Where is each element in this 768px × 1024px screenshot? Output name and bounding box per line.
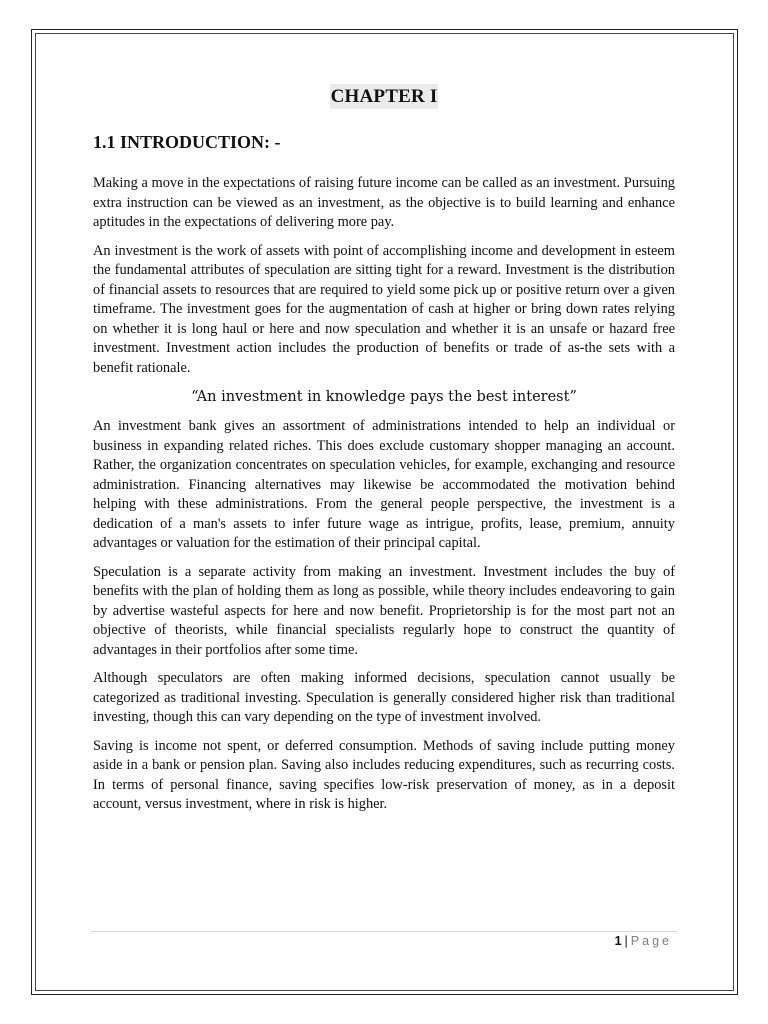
- paragraph: Although speculators are often making informed decisions, speculation cannot usually be categorized as traditional investing. Speculation is generally considered higher risk than traditional investing, though this can vary depending on the type of investment involved.: [93, 670, 675, 725]
- pull-quote: “An investment in knowledge pays the best interest”: [191, 389, 577, 405]
- body-content: [93, 174, 675, 824]
- footer-divider: [91, 931, 677, 932]
- paragraph: Speculation is a separate activity from making an investment. Investment includes the buy of benefits with the plan of holding them as long as possible, while theory includes endeavoring to gain by advertise wasteful aspects for here and now benefit. Proprietorship is for the most part not an objective of theorists, while financial specialists regularly hope to construct the quantity of advantages in their portfolios after some time.: [93, 563, 675, 658]
- page-number: 1: [614, 934, 622, 948]
- paragraph: An investment is the work of assets with point of accomplishing income and development in esteem the fundamental attributes of speculation are sitting tight for a reward. Investment is the distribution of financial assets to resources that are required to yield some pick up or positive return over a given timeframe. The investment goes for the augmentation of cash at higher or bring down rates relying on whether it is long haul or here and now speculation and whether it is an unsafe or hazard free investment. Investment action includes the production of benefits or trade of as-the sets with a benefit rationale.: [93, 242, 675, 376]
- chapter-title-text: CHAPTER I: [330, 86, 438, 107]
- paragraph: Saving is income not spent, or deferred consumption. Methods of saving include putting money aside in a bank or pension plan. Saving also includes reducing expenditures, such as recurring costs. In terms of personal finance, saving specifies low-risk preservation of money, as in a deposit account, versus investment, where in risk is higher.: [93, 737, 675, 812]
- section-heading: 1.1 INTRODUCTION: -: [93, 132, 281, 152]
- paragraph: An investment bank gives an assortment of administrations intended to help an individual or business in expanding related riches. This does exclude customary shopper managing an account. Rather, the organization concentrates on speculation vehicles, for example, exchanging and resource administration. Financing alternatives may likewise be accommodated the motivation behind helping with these administrations. From the general people perspective, the investment is a dedication of a man's assets to infer future wage as intrigue, profits, lease, premium, annuity advantages or valuation for the estimation of their principal capital.: [93, 418, 675, 551]
- page-label: Page: [630, 934, 672, 948]
- chapter-title: [0, 86, 768, 108]
- page-footer: [615, 934, 672, 948]
- paragraph: Making a move in the expectations of raising future income can be called as an investment. Pursuing extra instruction can be viewed as an investment, as the objective is to build learning and enhance aptitudes in the expectations of delivering more pay.: [93, 175, 675, 230]
- footer-separator: |: [624, 934, 628, 948]
